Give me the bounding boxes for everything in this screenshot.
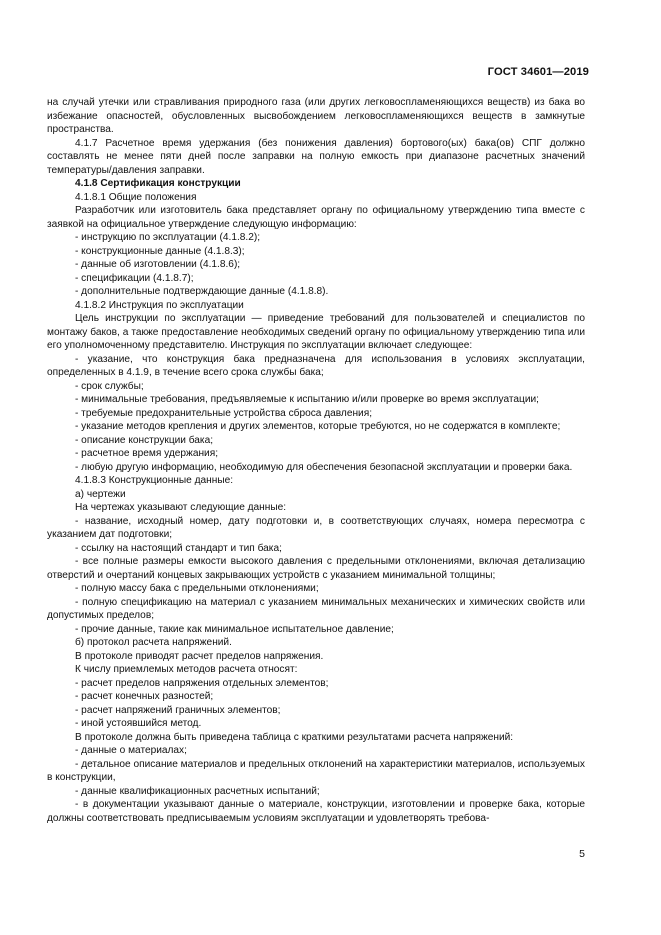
list-item: - расчетное время удержания; bbox=[75, 448, 219, 459]
document-id: ГОСТ 34601—2019 bbox=[487, 66, 589, 78]
list-item: - данные о материалах; bbox=[75, 745, 187, 756]
list-item: - ссылку на настоящий стандарт и тип бака; bbox=[75, 542, 282, 554]
list-item: - указание методов крепления и других элементов, которые требуются, но не содержатся в комплекте; bbox=[75, 421, 561, 432]
paragraph: На чертежах указывают следующие данные: bbox=[75, 502, 287, 513]
paragraph: К числу приемлемых методов расчета относят: bbox=[75, 664, 298, 675]
list-item: - спецификации (4.1.8.7); bbox=[75, 272, 194, 284]
document-body bbox=[47, 96, 585, 825]
list-item: - расчет конечных разностей; bbox=[75, 691, 214, 702]
list-item: - иной устоявшийся метод. bbox=[75, 718, 202, 729]
list-item: - конструкционные данные (4.1.8.3); bbox=[75, 245, 245, 257]
paragraph: В протоколе должна быть приведена таблица с краткими результатами расчета напряжений: bbox=[75, 731, 514, 743]
list-item: б) протокол расчета напряжений. bbox=[75, 637, 232, 648]
page-number: 5 bbox=[579, 848, 585, 860]
list-item: - детальное описание материалов и предельных отклонений на характеристики материалов, используемых в конструкции, bbox=[47, 758, 585, 783]
list-item: - расчет напряжений граничных элементов; bbox=[75, 704, 281, 716]
list-item: - минимальные требования, предъявляемые к испытанию и/или проверке во время эксплуатации; bbox=[75, 394, 539, 405]
list-item: - описание конструкции бака; bbox=[75, 434, 214, 446]
list-item: а) чертежи bbox=[75, 488, 126, 500]
list-item: - дополнительные подтверждающие данные (4.1.8.8). bbox=[75, 286, 329, 297]
list-item: - данные об изготовлении (4.1.8.6); bbox=[75, 259, 241, 270]
subsection-heading: 4.1.8.2 Инструкция по эксплуатации bbox=[75, 299, 244, 311]
list-item: - полную спецификацию на материал с указанием минимальных механических и химических свойств или допустимых пределов; bbox=[47, 596, 585, 621]
paragraph: В протоколе приводят расчет пределов напряжения. bbox=[75, 650, 324, 662]
list-item: - инструкцию по эксплуатации (4.1.8.2); bbox=[75, 232, 261, 243]
list-item: - все полные размеры емкости высокого давления с предельными отклонениями, включая детализацию отверстий и очертаний концевых закрывающих устройств с указанием минимальной толщины; bbox=[47, 556, 585, 581]
list-item: - полную массу бака с предельными отклонениями; bbox=[75, 583, 319, 594]
subsection-heading: 4.1.8.1 Общие положения bbox=[75, 191, 197, 203]
list-item: - название, исходный номер, дату подготовки и, в соответствующих случаях, номера пересмотра с указанием дат подготовки; bbox=[47, 515, 585, 540]
list-item: - расчет пределов напряжения отдельных элементов; bbox=[75, 677, 329, 689]
paragraph: 4.1.7 Расчетное время удержания (без понижения давления) бортового(ых) бака(ов) СПГ должно составлять не менее пяти дней после заправки на полную емкость при диапазоне расчетных значений температуры/давления заправки. bbox=[47, 137, 585, 176]
list-item: - данные квалификационных расчетных испытаний; bbox=[75, 785, 320, 797]
subsection-heading: 4.1.8.3 Конструкционные данные: bbox=[75, 475, 234, 486]
paragraph: на случай утечки или стравливания природного газа (или других легковоспламеняющихся веществ) из бака во избежание опасностей, обусловленных высвобождением легковоспламеняющихся веществ в замкнутые пространства. bbox=[47, 97, 585, 135]
list-item: - требуемые предохранительные устройства сброса давления; bbox=[75, 407, 373, 419]
list-item: - указание, что конструкция бака предназначена для использования в условиях эксплуатации, определенных в 4.1.9, в течение всего срока службы бака; bbox=[47, 353, 585, 378]
paragraph: Разработчик или изготовитель бака представляет органу по официальному утверждению типа вместе с заявкой на официальное утверждение следующую информацию: bbox=[47, 205, 585, 230]
list-item: - срок службы; bbox=[75, 380, 144, 392]
section-heading: 4.1.8 Сертификация конструкции bbox=[75, 178, 241, 189]
list-item: - любую другую информацию, необходимую для обеспечения безопасной эксплуатации и проверки бака. bbox=[75, 461, 573, 473]
paragraph: Цель инструкции по эксплуатации — приведение требований для пользователей и специалистов по монтажу баков, а также предоставление необходимых сведений органу по официальному утверждению типа или его уполномоченному представителю. Инструкция по эксплуатации включает следующее: bbox=[47, 313, 585, 351]
list-item: - в документации указывают данные о материале, конструкции, изготовлении и проверке бака, которые должны соответствовать предписываемым условиям эксплуатации и удовлетворять требова- bbox=[47, 799, 585, 824]
list-item: - прочие данные, такие как минимальное испытательное давление; bbox=[75, 623, 394, 635]
